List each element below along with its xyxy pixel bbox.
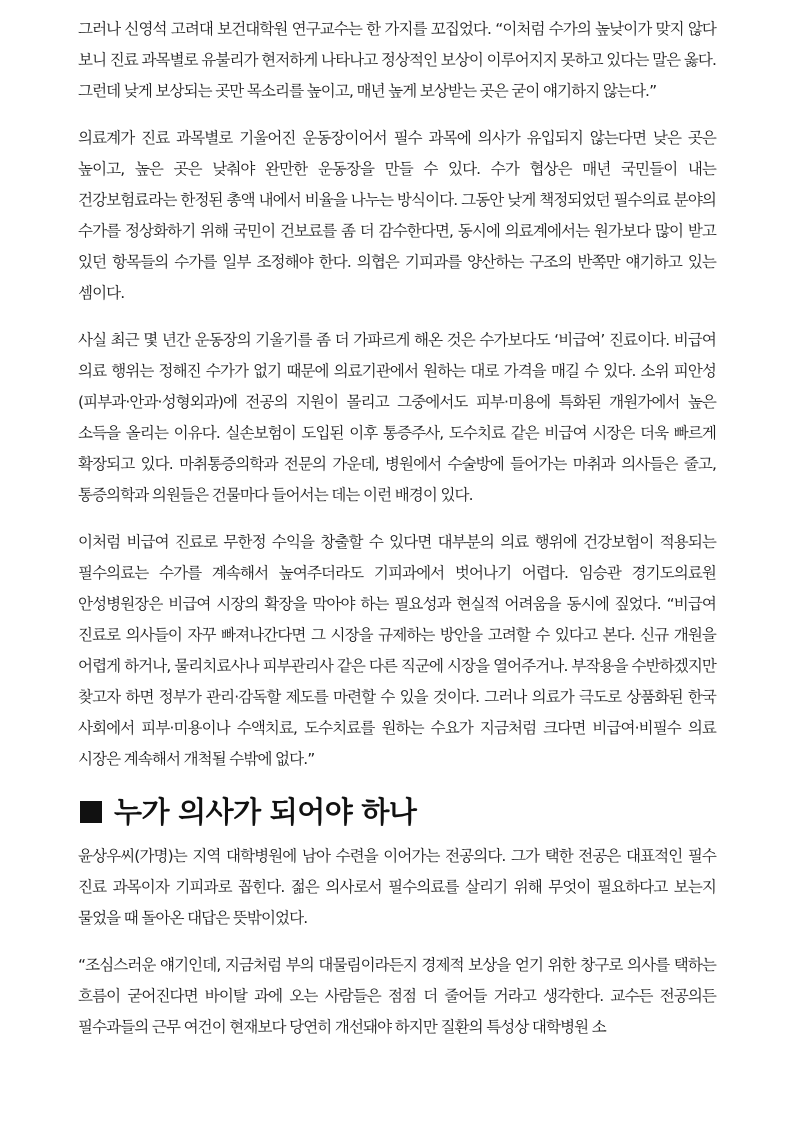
- paragraph: 그러나 신영석 고려대 보건대학원 연구교수는 한 가지를 꼬집었다. “이처럼 수가의 높낮이가 맞지 않다 보니 진료 과목별로 유불리가 현저하게 나타나고 정상적인 보상이 이루어지지 못하고 있다는 말은 옳다. 그런데 낮게 보상되는 곳만 목소리를 높이고, 매년 높게 보상받는 곳은 굳이 얘기하지 않는다.”: [78, 20, 716, 100]
- section-heading: [80, 791, 716, 833]
- paragraph: “조심스러운 얘기인데, 지금처럼 부의 대물림이라든지 경제적 보상을 얻기 위한 창구로 의사를 택하는 흐름이 굳어진다면 바이탈 과에 오는 사람들은 점점 더 줄어들 거라고 생각한다. 교수든 전공의든 필수과들의 근무 여건이 현재보다 당연히 개선돼야 하지만 질환의 특성상 대학병원 소: [78, 956, 716, 1036]
- paragraph: 의료계가 진료 과목별로 기울어진 운동장이어서 필수 과목에 의사가 유입되지 않는다면 낮은 곳은 높이고, 높은 곳은 낮춰야 완만한 운동장을 만들 수 있다. 수가 협상은 매년 국민들이 내는 건강보험료라는 한정된 총액 내에서 비율을 나누는 방식이다. 그동안 낮게 책정되었던 필수의료 분야의 수가를 정상화하기 위해 국민이 건보료를 좀 더 감수한다면, 동시에 의료계에서는 원가보다 많이 받고 있던 항목들의 수가를 일부 조정해야 한다. 의협은 기피과를 양산하는 구조의 반쪽만 얘기하고 있는 셈이다.: [78, 129, 716, 302]
- article-body: [78, 14, 716, 1059]
- paragraph: 사실 최근 몇 년간 운동장의 기울기를 좀 더 가파르게 해온 것은 수가보다도 ‘비급여’ 진료이다. 비급여 의료 행위는 정해진 수가가 없기 때문에 의료기관에서 원하는 대로 가격을 매길 수 있다. 소위 피안성(피부과·안과·성형외과)에 전공의 지원이 몰리고 그중에서도 피부·미용에 특화된 개원가에서 높은 소득을 올리는 이유다. 실손보험이 도입된 이후 통증주사, 도수치료 같은 비급여 시장은 더욱 빠르게 확장되고 있다. 마취통증의학과 전문의 가운데, 병원에서 수술방에 들어가는 마취과 의사들은 줄고, 통증의학과 의원들은 건물마다 들어서는 데는 이런 배경이 있다.: [78, 331, 717, 504]
- square-bullet-icon: [80, 801, 102, 823]
- section-heading-text: 누가 의사가 되어야 하나: [114, 795, 417, 829]
- paragraph: 이처럼 비급여 진료로 무한정 수익을 창출할 수 있다면 대부분의 의료 행위에 건강보험이 적용되는 필수의료는 수가를 계속해서 높여주더라도 기피과에서 벗어나기 어렵다. 임승관 경기도의료원 안성병원장은 비급여 시장의 확장을 막아야 하는 필요성과 현실적 어려움을 동시에 짚었다. “비급여 진료로 의사들이 자꾸 빠져나간다면 그 시장을 규제하는 방안을 고려할 수 있다고 본다. 신규 개원을 어렵게 하거나, 물리치료사나 피부관리사 같은 다른 직군에 시장을 열어주거나. 부작용을 수반하겠지만 찾고자 하면 정부가 관리·감독할 제도를 마련할 수 있을 것이다. 그러나 의료가 극도로 상품화된 한국 사회에서 피부·미용이나 수액치료, 도수치료를 원하는 수요가 지금처럼 크다면 비급여·비필수 의료 시장은 계속해서 개척될 수밖에 없다.”: [78, 533, 716, 768]
- paragraph: 윤상우씨(가명)는 지역 대학병원에 남아 수련을 이어가는 전공의다. 그가 택한 전공은 대표적인 필수 진료 과목이자 기피과로 꼽힌다. 젊은 의사로서 필수의료를 살리기 위해 무엇이 필요하다고 보는지 물었을 때 돌아온 대답은 뜻밖이었다.: [78, 847, 716, 927]
